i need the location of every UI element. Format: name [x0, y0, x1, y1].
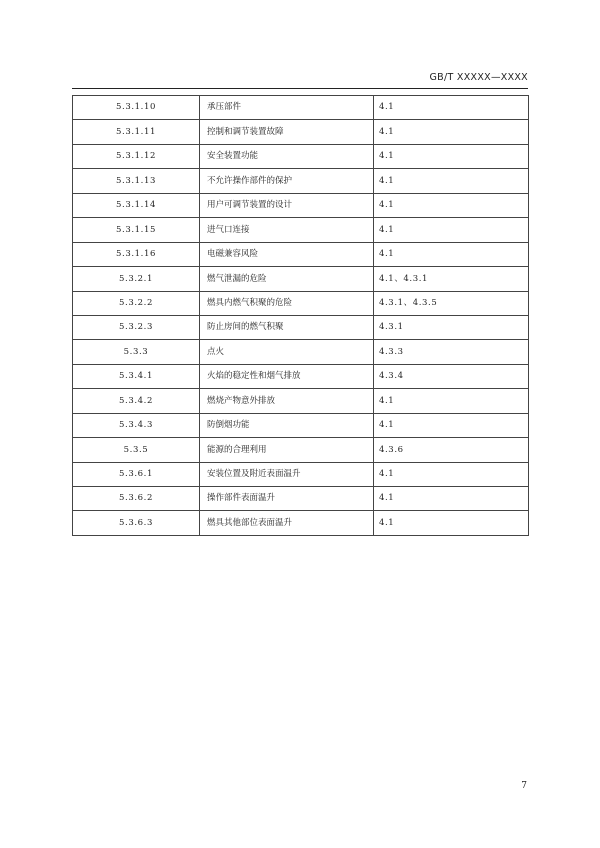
requirement-item-cell: 进气口连接: [200, 218, 374, 242]
table-row: [73, 291, 529, 315]
reference-clause-cell: 4.1: [374, 511, 529, 535]
requirement-item-cell: 防倒烟功能: [200, 413, 374, 437]
reference-clause-cell: 4.1: [374, 144, 529, 168]
clause-number-cell: 5.3.4.3: [73, 413, 200, 437]
requirement-item-cell: 点火: [200, 340, 374, 364]
clause-number-cell: 5.3.1.11: [73, 120, 200, 144]
table-row: [73, 96, 529, 120]
table-row: [73, 242, 529, 266]
page-number: 7: [521, 781, 527, 791]
clause-number-cell: 5.3.4.2: [73, 389, 200, 413]
table-row: [73, 193, 529, 217]
table-row: [73, 315, 529, 339]
clause-number-cell: 5.3.2.2: [73, 291, 200, 315]
reference-clause-cell: 4.1: [374, 487, 529, 511]
reference-clause-cell: 4.1: [374, 218, 529, 242]
requirement-item-cell: 不允许操作部件的保护: [200, 169, 374, 193]
reference-clause-cell: 4.1: [374, 242, 529, 266]
table-row: [73, 144, 529, 168]
requirement-item-cell: 火焰的稳定性和烟气排放: [200, 364, 374, 388]
clause-number-cell: 5.3.2.3: [73, 315, 200, 339]
requirement-item-cell: 控制和调节装置故障: [200, 120, 374, 144]
reference-clause-cell: 4.3.1、4.3.5: [374, 291, 529, 315]
requirement-item-cell: 防止房间的燃气积聚: [200, 315, 374, 339]
reference-clause-cell: 4.1: [374, 120, 529, 144]
requirement-item-cell: 承压部件: [200, 96, 374, 120]
table-row: [73, 389, 529, 413]
reference-clause-cell: 4.1: [374, 462, 529, 486]
reference-clause-cell: 4.1: [374, 193, 529, 217]
clause-number-cell: 5.3.2.1: [73, 267, 200, 291]
reference-clause-cell: 4.1: [374, 413, 529, 437]
clause-number-cell: 5.3.6.1: [73, 462, 200, 486]
reference-clause-cell: 4.3.3: [374, 340, 529, 364]
clause-number-cell: 5.3.1.10: [73, 96, 200, 120]
reference-clause-cell: 4.1: [374, 169, 529, 193]
requirement-item-cell: 操作部件表面温升: [200, 487, 374, 511]
clause-number-cell: 5.3.1.16: [73, 242, 200, 266]
reference-clause-cell: 4.1: [374, 96, 529, 120]
requirement-item-cell: 燃气泄漏的危险: [200, 267, 374, 291]
table-row: [73, 364, 529, 388]
reference-clause-cell: 4.3.1: [374, 315, 529, 339]
standard-code-header: GB/T XXXXX—XXXX: [429, 72, 528, 83]
table-row: [73, 340, 529, 364]
table-row: [73, 120, 529, 144]
table-row: [73, 487, 529, 511]
table-row: [73, 462, 529, 486]
reference-clause-cell: 4.1、4.3.1: [374, 267, 529, 291]
table-row: [73, 267, 529, 291]
reference-clause-cell: 4.3.4: [374, 364, 529, 388]
table-row: [73, 169, 529, 193]
clause-number-cell: 5.3.1.15: [73, 218, 200, 242]
requirement-item-cell: 安全装置功能: [200, 144, 374, 168]
table-row: [73, 511, 529, 535]
requirements-table: [72, 95, 529, 536]
requirement-item-cell: 燃具其他部位表面温升: [200, 511, 374, 535]
clause-number-cell: 5.3.1.14: [73, 193, 200, 217]
requirement-item-cell: 电磁兼容风险: [200, 242, 374, 266]
clause-number-cell: 5.3.5: [73, 438, 200, 462]
requirement-item-cell: 用户可调节装置的设计: [200, 193, 374, 217]
table-row: [73, 438, 529, 462]
table-row: [73, 413, 529, 437]
reference-clause-cell: 4.1: [374, 389, 529, 413]
requirement-item-cell: 安装位置及附近表面温升: [200, 462, 374, 486]
requirement-item-cell: 能源的合理利用: [200, 438, 374, 462]
clause-number-cell: 5.3.1.12: [73, 144, 200, 168]
clause-number-cell: 5.3.1.13: [73, 169, 200, 193]
clause-number-cell: 5.3.4.1: [73, 364, 200, 388]
requirements-table-body: [73, 96, 529, 536]
table-row: [73, 218, 529, 242]
requirement-item-cell: 燃具内燃气积聚的危险: [200, 291, 374, 315]
requirement-item-cell: 燃烧产物意外排放: [200, 389, 374, 413]
reference-clause-cell: 4.3.6: [374, 438, 529, 462]
clause-number-cell: 5.3.3: [73, 340, 200, 364]
header-rule: [72, 88, 528, 89]
clause-number-cell: 5.3.6.2: [73, 487, 200, 511]
clause-number-cell: 5.3.6.3: [73, 511, 200, 535]
